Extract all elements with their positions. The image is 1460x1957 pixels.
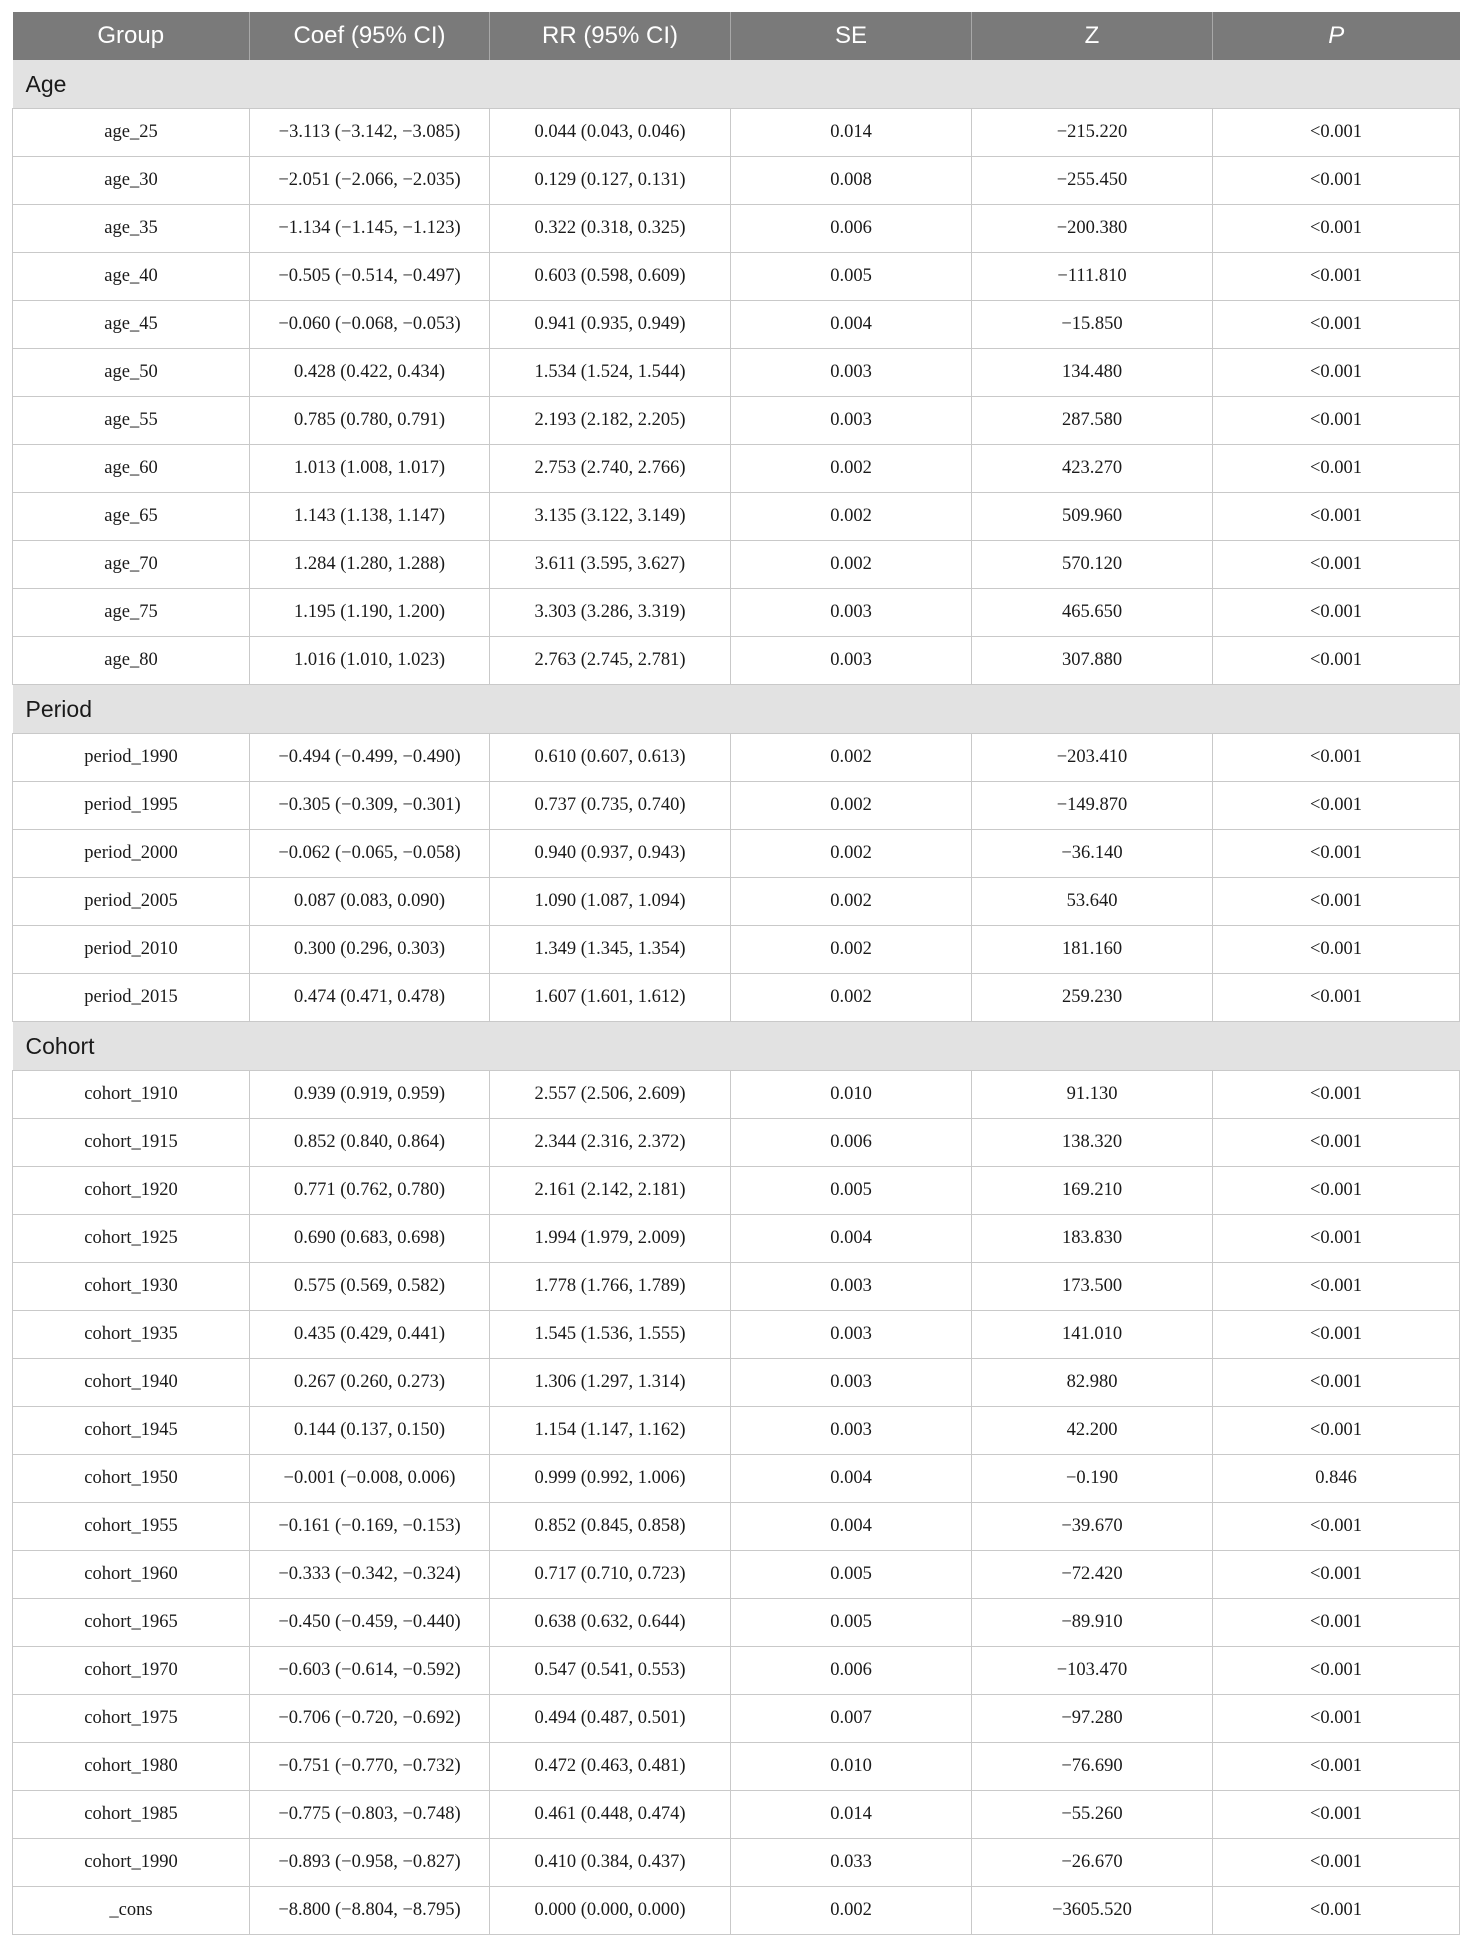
cell-rr: 1.534 (1.524, 1.544)	[490, 349, 731, 397]
cell-coef: 1.195 (1.190, 1.200)	[250, 589, 490, 637]
cell-z: −255.450	[972, 157, 1213, 205]
cell-se: 0.002	[731, 878, 972, 926]
section-row-period	[13, 685, 1460, 734]
cell-coef: −0.706 (−0.720, −0.692)	[250, 1695, 490, 1743]
table-row	[13, 1695, 1460, 1743]
cell-coef: 0.435 (0.429, 0.441)	[250, 1311, 490, 1359]
cell-se: 0.010	[731, 1071, 972, 1119]
cell-coef: −8.800 (−8.804, −8.795)	[250, 1887, 490, 1935]
cell-p: <0.001	[1213, 637, 1460, 685]
cell-group: cohort_1915	[13, 1119, 250, 1167]
cell-se: 0.005	[731, 1167, 972, 1215]
table-row	[13, 157, 1460, 205]
table-row	[13, 1071, 1460, 1119]
cell-rr: 0.737 (0.735, 0.740)	[490, 782, 731, 830]
cell-se: 0.003	[731, 1263, 972, 1311]
cell-p: <0.001	[1213, 589, 1460, 637]
cell-rr: 0.129 (0.127, 0.131)	[490, 157, 731, 205]
cell-coef: 0.771 (0.762, 0.780)	[250, 1167, 490, 1215]
cell-coef: −0.494 (−0.499, −0.490)	[250, 734, 490, 782]
cell-coef: 1.016 (1.010, 1.023)	[250, 637, 490, 685]
cell-se: 0.007	[731, 1695, 972, 1743]
cell-z: 259.230	[972, 974, 1213, 1022]
cell-group: cohort_1960	[13, 1551, 250, 1599]
cell-group: age_50	[13, 349, 250, 397]
cell-rr: 0.940 (0.937, 0.943)	[490, 830, 731, 878]
cell-rr: 0.461 (0.448, 0.474)	[490, 1791, 731, 1839]
cell-rr: 0.941 (0.935, 0.949)	[490, 301, 731, 349]
cell-group: age_60	[13, 445, 250, 493]
cell-rr: 2.763 (2.745, 2.781)	[490, 637, 731, 685]
cell-rr: 0.472 (0.463, 0.481)	[490, 1743, 731, 1791]
apc-results-table	[12, 12, 1460, 1935]
table-row	[13, 301, 1460, 349]
cell-rr: 0.610 (0.607, 0.613)	[490, 734, 731, 782]
cell-rr: 3.303 (3.286, 3.319)	[490, 589, 731, 637]
cell-coef: 0.474 (0.471, 0.478)	[250, 974, 490, 1022]
cell-p: 0.846	[1213, 1455, 1460, 1503]
cell-se: 0.014	[731, 109, 972, 157]
cell-z: 173.500	[972, 1263, 1213, 1311]
cell-z: −0.190	[972, 1455, 1213, 1503]
cell-rr: 0.410 (0.384, 0.437)	[490, 1839, 731, 1887]
cell-group: age_75	[13, 589, 250, 637]
cell-group: cohort_1920	[13, 1167, 250, 1215]
cell-p: <0.001	[1213, 1839, 1460, 1887]
cell-p: <0.001	[1213, 493, 1460, 541]
cell-rr: 2.344 (2.316, 2.372)	[490, 1119, 731, 1167]
cell-rr: 2.753 (2.740, 2.766)	[490, 445, 731, 493]
cell-p: <0.001	[1213, 445, 1460, 493]
cell-coef: −0.305 (−0.309, −0.301)	[250, 782, 490, 830]
cell-rr: 1.154 (1.147, 1.162)	[490, 1407, 731, 1455]
cell-coef: 1.013 (1.008, 1.017)	[250, 445, 490, 493]
cell-coef: 1.143 (1.138, 1.147)	[250, 493, 490, 541]
table-row	[13, 1551, 1460, 1599]
table-row	[13, 589, 1460, 637]
cell-se: 0.004	[731, 1455, 972, 1503]
cell-z: −3605.520	[972, 1887, 1213, 1935]
cell-se: 0.004	[731, 1503, 972, 1551]
cell-rr: 2.557 (2.506, 2.609)	[490, 1071, 731, 1119]
cell-se: 0.014	[731, 1791, 972, 1839]
header-rr: RR (95% CI)	[490, 12, 731, 60]
cell-z: 570.120	[972, 541, 1213, 589]
table-row	[13, 1215, 1460, 1263]
cell-p: <0.001	[1213, 109, 1460, 157]
cell-group: age_55	[13, 397, 250, 445]
cell-p: <0.001	[1213, 782, 1460, 830]
table-row	[13, 974, 1460, 1022]
cell-group: cohort_1950	[13, 1455, 250, 1503]
cell-group: age_40	[13, 253, 250, 301]
cell-coef: −0.001 (−0.008, 0.006)	[250, 1455, 490, 1503]
table-row	[13, 1887, 1460, 1935]
cell-rr: 0.547 (0.541, 0.553)	[490, 1647, 731, 1695]
cell-group: cohort_1910	[13, 1071, 250, 1119]
cell-z: 141.010	[972, 1311, 1213, 1359]
cell-group: period_1990	[13, 734, 250, 782]
cell-se: 0.006	[731, 1647, 972, 1695]
cell-z: 42.200	[972, 1407, 1213, 1455]
cell-se: 0.002	[731, 782, 972, 830]
cell-se: 0.002	[731, 926, 972, 974]
section-title: Period	[13, 685, 1460, 734]
table-row	[13, 1647, 1460, 1695]
cell-coef: −0.161 (−0.169, −0.153)	[250, 1503, 490, 1551]
header-z: Z	[972, 12, 1213, 60]
cell-group: cohort_1970	[13, 1647, 250, 1695]
table-row	[13, 1743, 1460, 1791]
cell-se: 0.002	[731, 493, 972, 541]
cell-z: −55.260	[972, 1791, 1213, 1839]
cell-se: 0.002	[731, 974, 972, 1022]
cell-se: 0.002	[731, 830, 972, 878]
cell-coef: 0.144 (0.137, 0.150)	[250, 1407, 490, 1455]
cell-se: 0.002	[731, 541, 972, 589]
cell-coef: −0.060 (−0.068, −0.053)	[250, 301, 490, 349]
table-row	[13, 1599, 1460, 1647]
cell-p: <0.001	[1213, 1119, 1460, 1167]
cell-se: 0.008	[731, 157, 972, 205]
table-row	[13, 734, 1460, 782]
cell-group: cohort_1975	[13, 1695, 250, 1743]
table-row	[13, 1839, 1460, 1887]
cell-group: age_65	[13, 493, 250, 541]
table-row	[13, 1407, 1460, 1455]
cell-z: −15.850	[972, 301, 1213, 349]
cell-z: 287.580	[972, 397, 1213, 445]
table-row	[13, 253, 1460, 301]
cell-coef: −0.603 (−0.614, −0.592)	[250, 1647, 490, 1695]
cell-group: cohort_1945	[13, 1407, 250, 1455]
table-row	[13, 1167, 1460, 1215]
cell-z: −76.690	[972, 1743, 1213, 1791]
cell-p: <0.001	[1213, 1695, 1460, 1743]
cell-coef: 0.785 (0.780, 0.791)	[250, 397, 490, 445]
cell-coef: 0.852 (0.840, 0.864)	[250, 1119, 490, 1167]
cell-rr: 1.349 (1.345, 1.354)	[490, 926, 731, 974]
cell-coef: 0.939 (0.919, 0.959)	[250, 1071, 490, 1119]
table-row	[13, 1359, 1460, 1407]
cell-coef: −0.062 (−0.065, −0.058)	[250, 830, 490, 878]
cell-rr: 2.193 (2.182, 2.205)	[490, 397, 731, 445]
cell-p: <0.001	[1213, 1791, 1460, 1839]
cell-group: period_2005	[13, 878, 250, 926]
cell-coef: −0.775 (−0.803, −0.748)	[250, 1791, 490, 1839]
cell-coef: −3.113 (−3.142, −3.085)	[250, 109, 490, 157]
cell-coef: 0.575 (0.569, 0.582)	[250, 1263, 490, 1311]
cell-se: 0.003	[731, 637, 972, 685]
table-row	[13, 1119, 1460, 1167]
cell-group: period_2015	[13, 974, 250, 1022]
cell-rr: 0.999 (0.992, 1.006)	[490, 1455, 731, 1503]
cell-coef: −2.051 (−2.066, −2.035)	[250, 157, 490, 205]
cell-p: <0.001	[1213, 1503, 1460, 1551]
cell-group: cohort_1990	[13, 1839, 250, 1887]
table-row	[13, 878, 1460, 926]
header-group: Group	[13, 12, 250, 60]
cell-p: <0.001	[1213, 974, 1460, 1022]
cell-group: period_2000	[13, 830, 250, 878]
cell-p: <0.001	[1213, 205, 1460, 253]
cell-p: <0.001	[1213, 1887, 1460, 1935]
cell-p: <0.001	[1213, 926, 1460, 974]
cell-rr: 1.994 (1.979, 2.009)	[490, 1215, 731, 1263]
cell-se: 0.004	[731, 1215, 972, 1263]
cell-coef: −0.450 (−0.459, −0.440)	[250, 1599, 490, 1647]
cell-rr: 0.717 (0.710, 0.723)	[490, 1551, 731, 1599]
cell-group: age_45	[13, 301, 250, 349]
cell-rr: 2.161 (2.142, 2.181)	[490, 1167, 731, 1215]
table-row	[13, 830, 1460, 878]
cell-coef: 0.428 (0.422, 0.434)	[250, 349, 490, 397]
table-row	[13, 782, 1460, 830]
cell-z: 307.880	[972, 637, 1213, 685]
cell-z: −103.470	[972, 1647, 1213, 1695]
cell-z: −39.670	[972, 1503, 1213, 1551]
cell-group: cohort_1985	[13, 1791, 250, 1839]
cell-p: <0.001	[1213, 1407, 1460, 1455]
cell-z: −215.220	[972, 109, 1213, 157]
cell-se: 0.006	[731, 205, 972, 253]
section-title: Age	[13, 60, 1460, 109]
cell-group: age_80	[13, 637, 250, 685]
cell-z: 169.210	[972, 1167, 1213, 1215]
cell-se: 0.003	[731, 589, 972, 637]
cell-se: 0.002	[731, 445, 972, 493]
cell-z: 138.320	[972, 1119, 1213, 1167]
cell-z: −97.280	[972, 1695, 1213, 1743]
cell-p: <0.001	[1213, 157, 1460, 205]
cell-se: 0.003	[731, 1359, 972, 1407]
cell-group: cohort_1980	[13, 1743, 250, 1791]
cell-group: cohort_1930	[13, 1263, 250, 1311]
cell-se: 0.006	[731, 1119, 972, 1167]
cell-rr: 1.545 (1.536, 1.555)	[490, 1311, 731, 1359]
cell-z: 465.650	[972, 589, 1213, 637]
cell-z: 91.130	[972, 1071, 1213, 1119]
cell-group: cohort_1925	[13, 1215, 250, 1263]
cell-z: 181.160	[972, 926, 1213, 974]
cell-p: <0.001	[1213, 1167, 1460, 1215]
cell-coef: −1.134 (−1.145, −1.123)	[250, 205, 490, 253]
header-coef: Coef (95% CI)	[250, 12, 490, 60]
header-row	[13, 12, 1460, 60]
cell-z: −89.910	[972, 1599, 1213, 1647]
section-row-age	[13, 60, 1460, 109]
cell-z: −72.420	[972, 1551, 1213, 1599]
cell-z: −36.140	[972, 830, 1213, 878]
cell-group: age_35	[13, 205, 250, 253]
cell-p: <0.001	[1213, 734, 1460, 782]
table-header	[13, 12, 1460, 60]
cell-coef: 1.284 (1.280, 1.288)	[250, 541, 490, 589]
cell-group: cohort_1935	[13, 1311, 250, 1359]
table-body	[13, 60, 1460, 1935]
cell-rr: 0.852 (0.845, 0.858)	[490, 1503, 731, 1551]
header-p: P	[1213, 12, 1460, 60]
cell-z: 134.480	[972, 349, 1213, 397]
cell-group: cohort_1955	[13, 1503, 250, 1551]
cell-group: cohort_1965	[13, 1599, 250, 1647]
cell-coef: −0.505 (−0.514, −0.497)	[250, 253, 490, 301]
table-row	[13, 349, 1460, 397]
cell-rr: 0.603 (0.598, 0.609)	[490, 253, 731, 301]
cell-se: 0.005	[731, 1551, 972, 1599]
cell-p: <0.001	[1213, 1215, 1460, 1263]
cell-p: <0.001	[1213, 1743, 1460, 1791]
cell-se: 0.005	[731, 1599, 972, 1647]
table-row	[13, 1311, 1460, 1359]
cell-group: period_2010	[13, 926, 250, 974]
cell-group: _cons	[13, 1887, 250, 1935]
cell-group: age_25	[13, 109, 250, 157]
cell-se: 0.033	[731, 1839, 972, 1887]
cell-coef: 0.087 (0.083, 0.090)	[250, 878, 490, 926]
cell-se: 0.002	[731, 734, 972, 782]
cell-z: −149.870	[972, 782, 1213, 830]
cell-se: 0.002	[731, 1887, 972, 1935]
cell-rr: 0.638 (0.632, 0.644)	[490, 1599, 731, 1647]
cell-p: <0.001	[1213, 1359, 1460, 1407]
cell-rr: 1.306 (1.297, 1.314)	[490, 1359, 731, 1407]
cell-group: period_1995	[13, 782, 250, 830]
cell-coef: −0.333 (−0.342, −0.324)	[250, 1551, 490, 1599]
cell-coef: 0.300 (0.296, 0.303)	[250, 926, 490, 974]
cell-rr: 3.611 (3.595, 3.627)	[490, 541, 731, 589]
cell-z: 82.980	[972, 1359, 1213, 1407]
cell-z: −203.410	[972, 734, 1213, 782]
cell-p: <0.001	[1213, 1311, 1460, 1359]
table-row	[13, 637, 1460, 685]
cell-group: cohort_1940	[13, 1359, 250, 1407]
cell-p: <0.001	[1213, 1071, 1460, 1119]
table-row	[13, 109, 1460, 157]
cell-coef: 0.690 (0.683, 0.698)	[250, 1215, 490, 1263]
header-se: SE	[731, 12, 972, 60]
cell-se: 0.003	[731, 1311, 972, 1359]
cell-coef: −0.751 (−0.770, −0.732)	[250, 1743, 490, 1791]
cell-z: −111.810	[972, 253, 1213, 301]
cell-p: <0.001	[1213, 301, 1460, 349]
cell-p: <0.001	[1213, 397, 1460, 445]
cell-rr: 0.000 (0.000, 0.000)	[490, 1887, 731, 1935]
cell-rr: 0.322 (0.318, 0.325)	[490, 205, 731, 253]
cell-rr: 1.778 (1.766, 1.789)	[490, 1263, 731, 1311]
cell-p: <0.001	[1213, 1599, 1460, 1647]
cell-z: 509.960	[972, 493, 1213, 541]
table-row	[13, 1263, 1460, 1311]
cell-se: 0.003	[731, 1407, 972, 1455]
cell-se: 0.010	[731, 1743, 972, 1791]
table-row	[13, 493, 1460, 541]
cell-coef: 0.267 (0.260, 0.273)	[250, 1359, 490, 1407]
section-title: Cohort	[13, 1022, 1460, 1071]
cell-z: −200.380	[972, 205, 1213, 253]
cell-rr: 0.494 (0.487, 0.501)	[490, 1695, 731, 1743]
table-row	[13, 1791, 1460, 1839]
table-row	[13, 205, 1460, 253]
cell-rr: 1.090 (1.087, 1.094)	[490, 878, 731, 926]
cell-p: <0.001	[1213, 541, 1460, 589]
table-row	[13, 445, 1460, 493]
table-row	[13, 397, 1460, 445]
table-row	[13, 1503, 1460, 1551]
table-row	[13, 926, 1460, 974]
cell-se: 0.004	[731, 301, 972, 349]
cell-z: 423.270	[972, 445, 1213, 493]
cell-group: age_30	[13, 157, 250, 205]
cell-rr: 1.607 (1.601, 1.612)	[490, 974, 731, 1022]
cell-se: 0.003	[731, 397, 972, 445]
cell-rr: 3.135 (3.122, 3.149)	[490, 493, 731, 541]
cell-p: <0.001	[1213, 830, 1460, 878]
cell-z: 53.640	[972, 878, 1213, 926]
section-row-cohort	[13, 1022, 1460, 1071]
cell-group: age_70	[13, 541, 250, 589]
cell-p: <0.001	[1213, 1551, 1460, 1599]
cell-p: <0.001	[1213, 878, 1460, 926]
cell-z: −26.670	[972, 1839, 1213, 1887]
table-row	[13, 541, 1460, 589]
cell-p: <0.001	[1213, 349, 1460, 397]
cell-z: 183.830	[972, 1215, 1213, 1263]
cell-se: 0.005	[731, 253, 972, 301]
cell-rr: 0.044 (0.043, 0.046)	[490, 109, 731, 157]
cell-p: <0.001	[1213, 1263, 1460, 1311]
table-row	[13, 1455, 1460, 1503]
cell-p: <0.001	[1213, 253, 1460, 301]
table-container	[12, 12, 1459, 1935]
cell-coef: −0.893 (−0.958, −0.827)	[250, 1839, 490, 1887]
cell-p: <0.001	[1213, 1647, 1460, 1695]
cell-se: 0.003	[731, 349, 972, 397]
